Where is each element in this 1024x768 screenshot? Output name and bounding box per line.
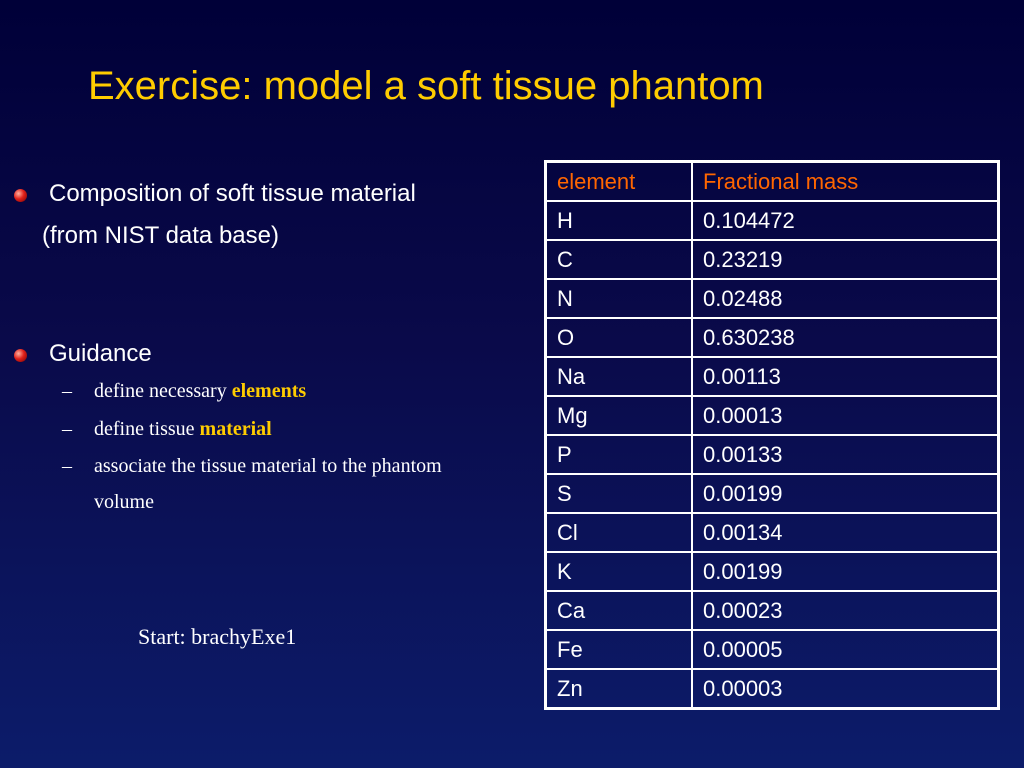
composition-table <box>544 160 1000 710</box>
fractional-mass-cell: 0.00199 <box>692 474 999 513</box>
table-row <box>546 435 999 474</box>
table-row <box>546 474 999 513</box>
start-note: Start: brachyExe1 <box>138 624 297 649</box>
fractional-mass-cell: 0.00023 <box>692 591 999 630</box>
table-header-cell: Fractional mass <box>692 162 999 202</box>
fractional-mass-cell: 0.02488 <box>692 279 999 318</box>
bullet-composition <box>14 180 416 208</box>
fractional-mass-cell: 0.00199 <box>692 552 999 591</box>
table-header-row <box>546 162 999 202</box>
bullet-guidance-text: Guidance <box>49 340 152 367</box>
bullet-composition-text: Composition of soft tissue material <box>49 180 416 207</box>
fractional-mass-cell: 0.00013 <box>692 396 999 435</box>
fractional-mass-cell: 0.23219 <box>692 240 999 279</box>
element-cell: Zn <box>546 669 693 709</box>
element-cell: N <box>546 279 693 318</box>
dash: – <box>62 418 72 440</box>
element-cell: C <box>546 240 693 279</box>
element-cell: Mg <box>546 396 693 435</box>
fractional-mass-cell: 0.630238 <box>692 318 999 357</box>
table-row <box>546 396 999 435</box>
element-cell: Na <box>546 357 693 396</box>
element-cell: H <box>546 201 693 240</box>
fractional-mass-cell: 0.00003 <box>692 669 999 709</box>
fractional-mass-cell: 0.00134 <box>692 513 999 552</box>
table-row <box>546 513 999 552</box>
table-row <box>546 201 999 240</box>
dash: – <box>62 455 72 477</box>
guidance-item-highlight: elements <box>231 380 307 402</box>
fractional-mass-cell: 0.104472 <box>692 201 999 240</box>
element-cell: Cl <box>546 513 693 552</box>
guidance-item-material <box>62 418 272 441</box>
bullet-dot-icon <box>14 349 27 362</box>
bullet-guidance <box>14 340 152 368</box>
guidance-item-text: associate the tissue material to the phantom <box>94 455 442 477</box>
bullet-composition-source: (from NIST data base) <box>42 222 279 249</box>
table-row <box>546 552 999 591</box>
element-cell: O <box>546 318 693 357</box>
guidance-item-associate <box>62 455 442 478</box>
slide-title: Exercise: model a soft tissue phantom <box>88 64 764 108</box>
guidance-item-text: define necessary <box>94 380 232 402</box>
guidance-item-text: define tissue <box>94 418 200 440</box>
guidance-item-highlight: material <box>199 418 272 440</box>
bullet-dot-icon <box>14 189 27 202</box>
element-cell: S <box>546 474 693 513</box>
table-row <box>546 357 999 396</box>
fractional-mass-cell: 0.00005 <box>692 630 999 669</box>
fractional-mass-cell: 0.00113 <box>692 357 999 396</box>
element-cell: Fe <box>546 630 693 669</box>
element-cell: P <box>546 435 693 474</box>
element-cell: Ca <box>546 591 693 630</box>
fractional-mass-cell: 0.00133 <box>692 435 999 474</box>
table-row <box>546 240 999 279</box>
table-header-cell: element <box>546 162 693 202</box>
element-cell: K <box>546 552 693 591</box>
table-row <box>546 591 999 630</box>
table-row <box>546 318 999 357</box>
dash: – <box>62 380 72 402</box>
table-row <box>546 279 999 318</box>
guidance-item-elements <box>62 380 306 403</box>
table-row <box>546 669 999 709</box>
table-row <box>546 630 999 669</box>
guidance-item-continuation: volume <box>94 491 154 513</box>
